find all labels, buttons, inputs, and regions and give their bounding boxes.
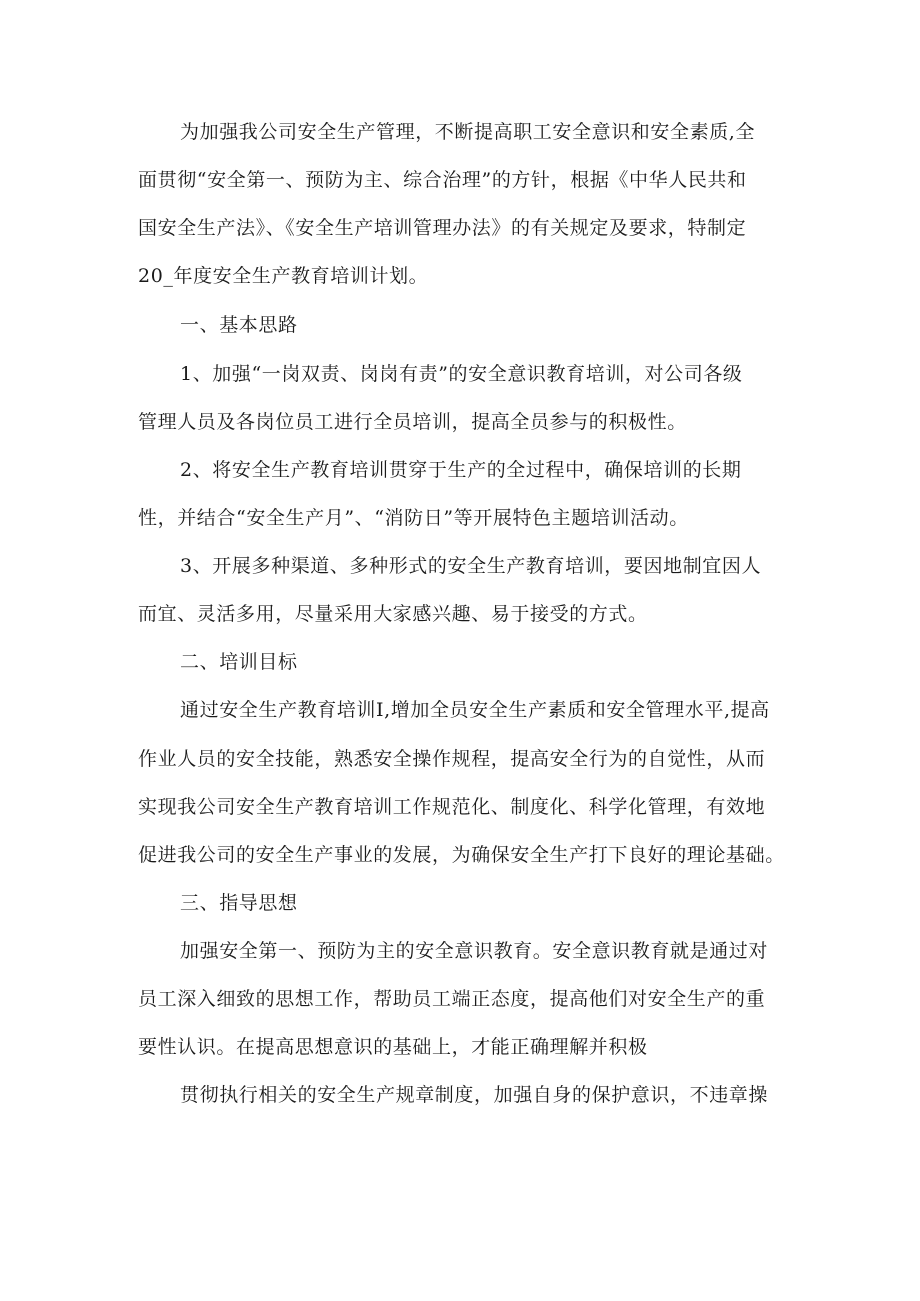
item-1-line-2: 管理人员及各岗位员工进行全员培训，提高全员参与的积极性。 — [138, 411, 687, 433]
paragraph-intro-line-4: 20_年度安全生产教育培训计划。 — [138, 265, 429, 287]
item-2-line-1: 2、将安全生产教育培训贯穿于生产的全过程中，确保培训的长期 — [180, 459, 742, 481]
paragraph-goals-line-3: 实现我公司安全生产教育培训工作规范化、制度化、科学化管理，有效地 — [138, 796, 766, 818]
paragraph-guiding-line-3: 要性认识。在提高思想意识的基础上，才能正确理解并积极 — [138, 1036, 648, 1058]
paragraph-intro-line-2: 面贯彻“安全第一、预防为主、综合治理”的方针，根据《中华人民共和 — [138, 169, 747, 191]
section-heading-basic-ideas: 一、基本思路 — [180, 314, 298, 336]
paragraph-goals-line-1: 通过安全生产教育培训I,增加全员安全生产素质和安全管理水平,提高 — [180, 699, 770, 721]
paragraph-guiding-line-1: 加强安全第一、预防为主的安全意识教育。安全意识教育就是通过对 — [180, 940, 769, 962]
item-2-line-2: 性，并结合“安全生产月”、“消防日”等开展特色主题培训活动。 — [138, 507, 689, 529]
paragraph-goals-line-4: 促进我公司的安全生产事业的发展，为确保安全生产打下良好的理论基础。 — [138, 844, 785, 866]
paragraph-implement-line-1: 贯彻执行相关的安全生产规章制度，加强自身的保护意识，不违章操 — [180, 1084, 769, 1106]
paragraph-goals-line-2: 作业人员的安全技能，熟悉安全操作规程，提高安全行为的自觉性，从而 — [138, 748, 766, 770]
item-1-line-1: 1、加强“一岗双责、岗岗有责”的安全意识教育培训，对公司各级 — [180, 363, 743, 385]
section-heading-training-goals: 二、培训目标 — [180, 651, 298, 673]
paragraph-intro-line-3: 国安全生产法》、《安全生产培训管理办法》的有关规定及要求，特制定 — [138, 217, 747, 239]
section-heading-guiding-thought: 三、指导思想 — [180, 892, 298, 914]
item-3-line-1: 3、开展多种渠道、多种形式的安全生产教育培训，要因地制宜因人 — [180, 555, 762, 577]
paragraph-intro-line-1: 为加强我公司安全生产管理，不断提高职工安全意识和安全素质,全 — [180, 121, 756, 143]
paragraph-guiding-line-2: 员工深入细致的思想工作，帮助员工端正态度，提高他们对安全生产的重 — [138, 988, 766, 1010]
item-3-line-2: 而宜、灵活多用，尽量采用大家感兴趣、易于接受的方式。 — [138, 603, 648, 625]
